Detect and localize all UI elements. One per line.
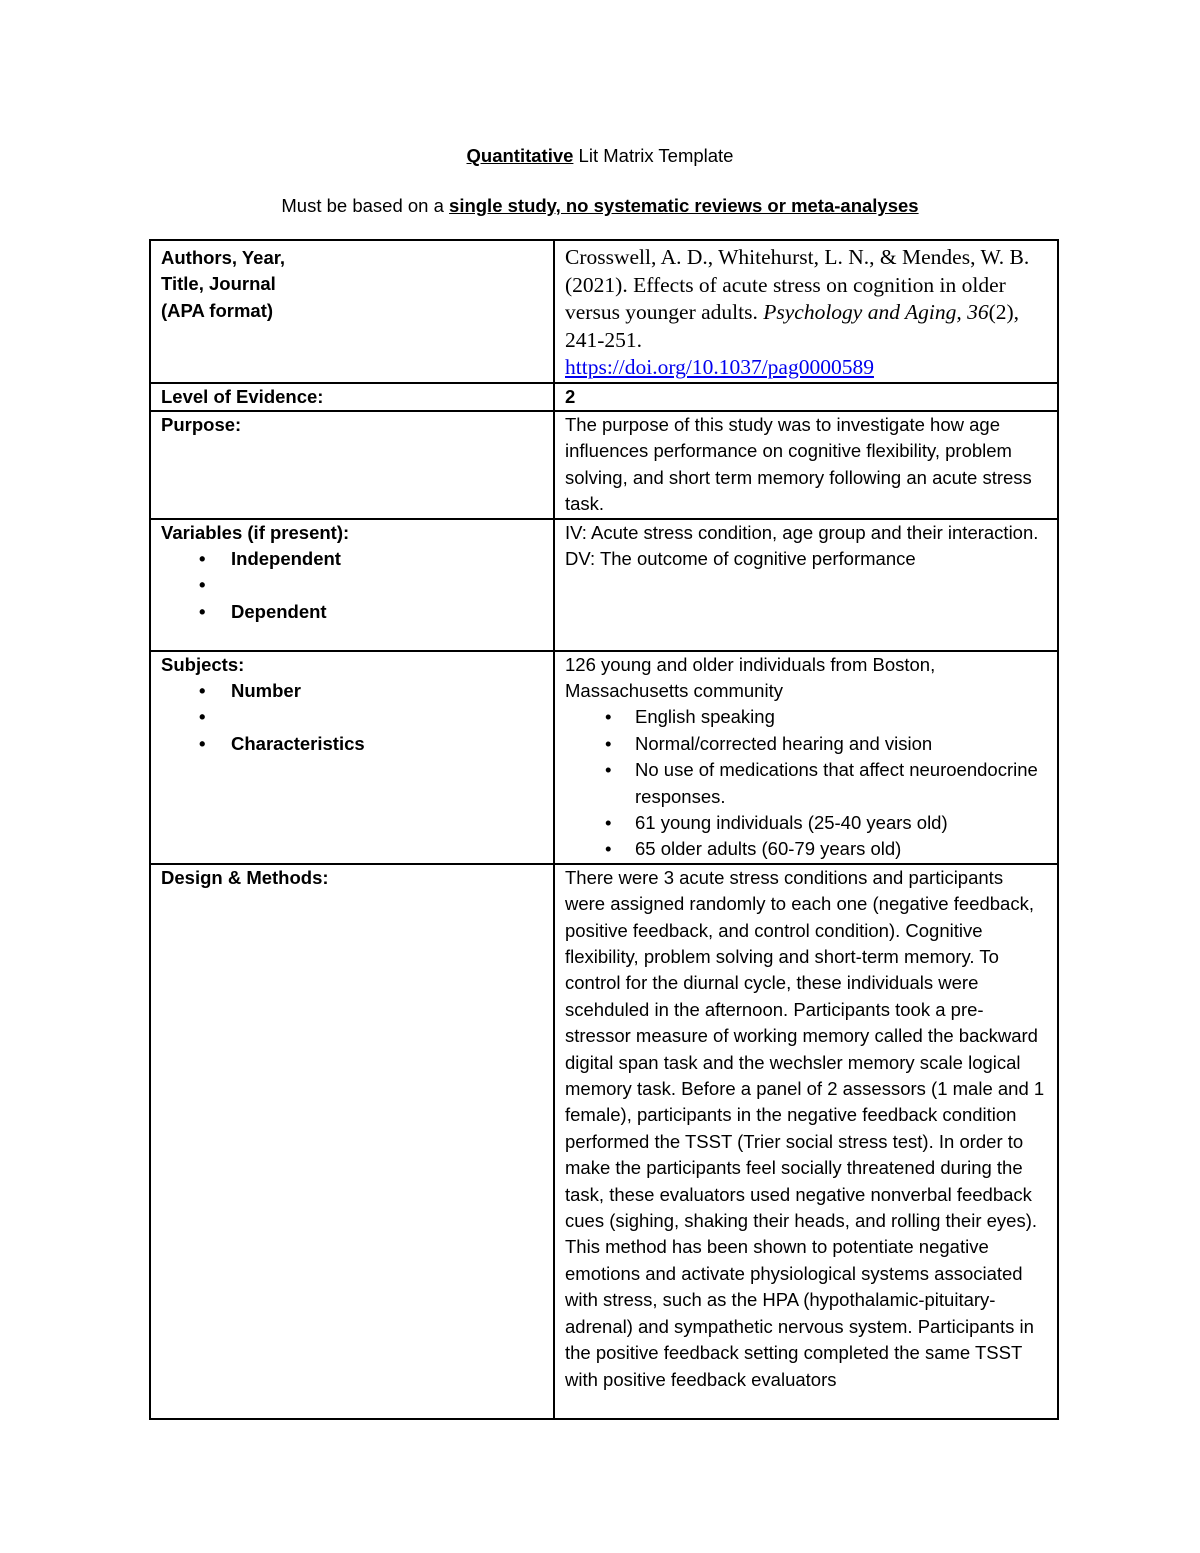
list-item: • Normal/corrected hearing and vision [565,731,1047,757]
label-line: Title, Journal [161,273,276,295]
subjects-intro: 126 young and older individuals from Boston, Massachusetts community [565,653,936,701]
page-subtitle [0,193,1200,219]
value-citation [554,240,1058,383]
bullet-characteristics: • Characteristics [161,731,543,757]
table-row-purpose [150,411,1058,519]
bullet-gap [161,704,543,730]
value-purpose: The purpose of this study was to investigate how age influences performance on cognitive flexibility, problem solving, and short term memory following an acute stress task. [554,411,1058,519]
variables-label: Variables (if present): [161,521,350,543]
label-line: Authors, Year, [161,247,286,268]
citation-journal: Psychology and Aging, 36 [763,300,989,324]
table-row-design [150,864,1058,1419]
variables-dv: DV: The outcome of cognitive performance [565,547,916,569]
label-purpose: Purpose: [150,411,554,519]
subjects-bullet-list [161,678,543,757]
subtitle-prefix: Must be based on a [281,195,450,216]
table-row-citation [150,240,1058,383]
table-row-evidence [150,383,1058,411]
doi-link[interactable]: https://doi.org/10.1037/pag0000589 [565,355,874,379]
lit-matrix-table [149,239,1059,1420]
bullet-number: • Number [161,678,543,704]
page-title [0,143,1200,169]
label-variables [150,519,554,651]
value-evidence: 2 [554,383,1058,411]
bullet-gap [161,572,543,598]
value-design: There were 3 acute stress conditions and participants were assigned randomly to each one (negative feedback, positive feedback, and control condition). Cognitive flexibility, problem solving and short-term memory. To control for the diurnal cycle, these individuals were scehduled in the afternoon. Participants took a pre-stressor measure of working memory called the backward digital span task and the wechsler memory scale logical memory task. Before a panel of 2 assessors (1 male and 1 female), participants in the negative feedback condition performed the TSST (Trier social stress test). In order to make the participants feel socially threatened during the task, these evaluators used negative nonverbal feedback cues (sighing, shaking their heads, and rolling their eyes). This method has been shown to potentiate negative emotions and activate physiological systems associated with stress, such as the HPA (hypothalamic-pituitary-adrenal) and sympathetic nervous system. Participants in the positive feedback setting completed the same TSST with positive feedback evaluators [554,864,1058,1419]
citation-authors: Crosswell, A. D., Whitehurst, L. N., & Mendes, W. B. (2021). Effects of acute stress on cognition in older versus younger adults. [565,245,1030,324]
table-row-variables [150,519,1058,651]
title-emphasis: Quantitative [466,145,574,166]
value-variables [554,519,1058,651]
variables-bullet-list [161,546,543,625]
label-subjects [150,651,554,864]
bullet-independent: • Independent [161,546,543,572]
value-subjects [554,651,1058,864]
list-item: • No use of medications that affect neuroendocrine responses. [565,757,1047,810]
variables-iv: IV: Acute stress condition, age group and their interaction. [565,521,1039,543]
subtitle-emphasis: single study, no systematic reviews or meta-analyses [449,195,919,216]
bullet-dependent: • Dependent [161,599,543,625]
citation-issue: (2), 241-251. [565,300,1020,352]
label-line: (APA format) [161,299,274,321]
label-evidence: Level of Evidence: [150,383,554,411]
list-item: • English speaking [565,704,1047,730]
list-item: • 65 older adults (60-79 years old) [565,836,1047,862]
list-item: • 61 young individuals (25-40 years old) [565,810,1047,836]
title-rest: Lit Matrix Template [573,145,734,166]
label-citation [150,240,554,383]
table-row-subjects [150,651,1058,864]
subjects-characteristics-list [565,704,1047,862]
subjects-label: Subjects: [161,653,245,675]
label-design: Design & Methods: [150,864,554,1419]
